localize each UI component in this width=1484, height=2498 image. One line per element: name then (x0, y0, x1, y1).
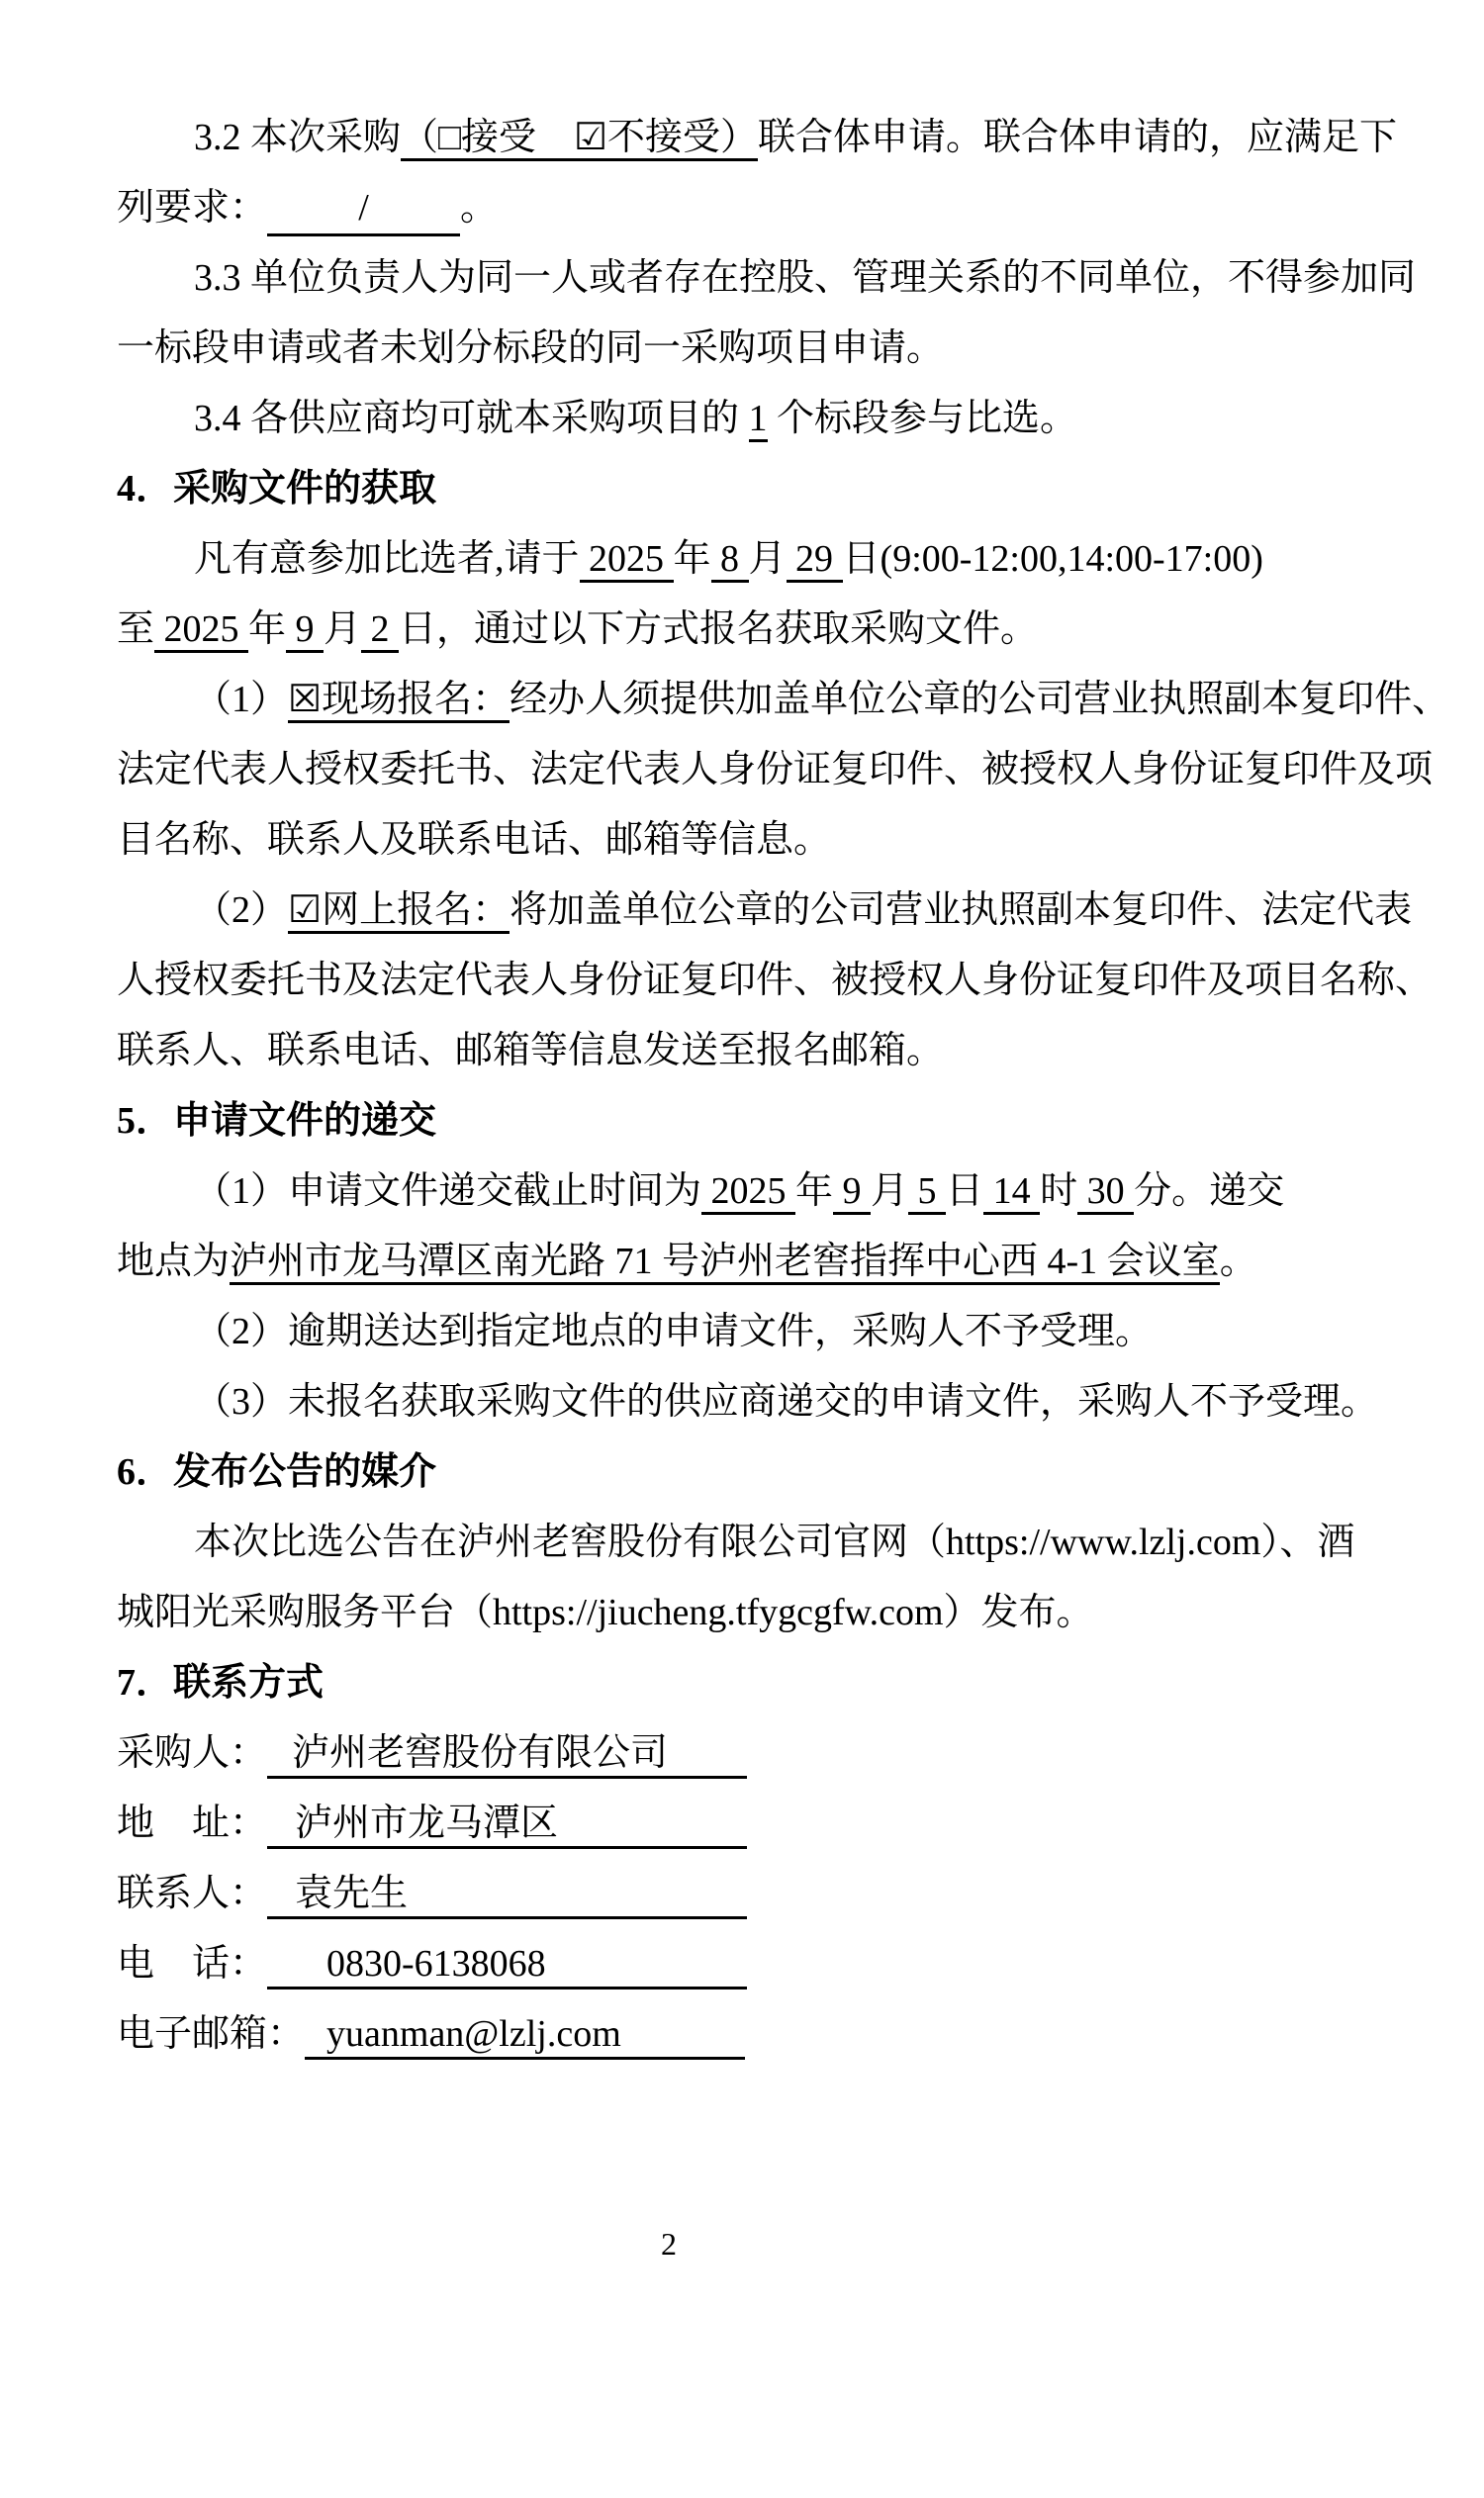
text-run: 。 (1219, 1241, 1257, 1282)
online-signup-checkbox-label: ☑网上报名： (288, 889, 510, 934)
text-run: 目名称、联系人及联系电话、邮箱等信息。 (117, 819, 832, 861)
text-run: 7．联系方式 (117, 1662, 325, 1704)
text-run: 时 (1040, 1170, 1078, 1212)
text-run: （2） (194, 889, 289, 931)
text-run: 人授权委托书及法定代表人身份证复印件、被授权人身份证复印件及项目名称、 (117, 960, 1434, 1001)
text-run: 分。递交 (1134, 1170, 1285, 1212)
text-run: 采购人： (117, 1732, 268, 1774)
joint-bid-checkbox-options: （□接受 ☑不接受） (401, 117, 758, 161)
document-line (117, 1859, 1389, 1929)
text-run: 经办人须提供加盖单位公章的公司营业执照副本复印件、 (510, 679, 1450, 720)
document-line (117, 173, 1389, 243)
text-run: 日 (946, 1170, 984, 1212)
document-line (117, 1929, 1389, 1999)
section-heading (117, 1086, 1389, 1156)
document-line (117, 805, 1389, 876)
text-run: 法定代表人授权委托书、法定代表人身份证复印件、被授权人身份证复印件及项 (117, 749, 1434, 790)
text-run: 年 (795, 1170, 834, 1212)
text-run: 月 (871, 1170, 909, 1212)
document-line (117, 1016, 1389, 1086)
underlined-text: 2025 (701, 1170, 795, 1215)
underlined-text: 9 (833, 1170, 871, 1215)
underlined-text: 9 (286, 608, 324, 653)
document-line (117, 103, 1398, 173)
document-line (117, 735, 1434, 805)
document-line (117, 1297, 1389, 1367)
document-line (117, 1508, 1389, 1578)
document-line (117, 1718, 1389, 1789)
text-run: 地 址： (117, 1803, 268, 1844)
text-run: （2）逾期送达到指定地点的申请文件，采购人不予受理。 (194, 1311, 1154, 1352)
text-run: 3.4 各供应商均可就本采购项目的 (194, 398, 749, 439)
document-line (117, 1789, 1389, 1859)
document-line (117, 1227, 1389, 1297)
section-heading (117, 1437, 1389, 1508)
text-run: 联合体申请。联合体申请的，应满足下 (758, 117, 1398, 158)
underlined-text: 5 (908, 1170, 946, 1215)
text-run: 5．申请文件的递交 (117, 1100, 437, 1142)
requirements-blank-field: / (267, 186, 460, 236)
contact-person-value: 袁先生 (267, 1872, 747, 1919)
text-run: 至 (117, 608, 155, 650)
underlined-text: 29 (787, 538, 843, 583)
text-run: 3.3 单位负责人为同一人或者存在控股、管理关系的不同单位，不得参加同 (194, 257, 1417, 299)
purchaser-value: 泸州老窖股份有限公司 (267, 1731, 747, 1779)
text-run: 地点为 (117, 1241, 231, 1282)
document-line (117, 524, 1389, 595)
document-line (117, 1156, 1389, 1227)
address-value: 泸州市龙马潭区 (267, 1802, 747, 1849)
document-line (117, 384, 1389, 454)
text-run: 一标段申请或者未划分标段的同一采购项目申请。 (117, 327, 945, 369)
underlined-text: 14 (983, 1170, 1040, 1215)
submission-address-underline: 泸州市龙马潭区南光路 71 号泸州老窖指挥中心西 4-1 会议室 (230, 1241, 1220, 1285)
underlined-text: 2025 (154, 608, 248, 653)
document-line (117, 665, 1450, 735)
section-heading (117, 1648, 1389, 1718)
text-run: （1）申请文件递交截止时间为 (194, 1170, 702, 1212)
document-line (117, 1367, 1389, 1437)
underlined-text: 2025 (580, 538, 674, 583)
document-line (117, 595, 1389, 665)
text-run: （1） (194, 679, 289, 720)
text-run: 。 (460, 187, 499, 229)
text-run: 列要求： (117, 187, 268, 229)
document-line (117, 946, 1434, 1016)
document-line (117, 1999, 1389, 2070)
onsite-signup-checkbox-label: ☒现场报名： (288, 679, 510, 723)
text-run: 联系人： (117, 1873, 268, 1914)
text-run: 个标段参与比选。 (767, 398, 1078, 439)
underlined-text: 8 (711, 538, 749, 583)
text-run: 凡有意参加比选者,请于 (194, 538, 580, 580)
document-line (117, 243, 1417, 314)
section-heading (117, 454, 1389, 524)
document-line (117, 314, 1389, 384)
text-run: 联系人、联系电话、邮箱等信息发送至报名邮箱。 (117, 1030, 945, 1071)
text-run: 将加盖单位公章的公司营业执照副本复印件、法定代表 (510, 889, 1413, 931)
text-run: 年 (248, 608, 287, 650)
text-run: 4．采购文件的获取 (117, 468, 437, 509)
email-value: yuanman@lzlj.com (305, 2012, 745, 2060)
text-run: 日，通过以下方式报名获取采购文件。 (399, 608, 1039, 650)
phone-value: 0830-6138068 (267, 1942, 747, 1989)
text-run: 3.2 本次采购 (194, 117, 402, 158)
document-line (117, 1578, 1389, 1648)
text-run: 6．发布公告的媒介 (117, 1451, 437, 1493)
underlined-text: 2 (361, 608, 399, 653)
text-run: 电子邮箱： (117, 2013, 306, 2055)
text-run: 月 (324, 608, 362, 650)
underlined-text: 1 (749, 398, 768, 442)
text-run: 日(9:00-12:00,14:00-17:00) (842, 538, 1263, 580)
text-run: 月 (748, 538, 787, 580)
text-run: 城阳光采购服务平台（https://jiucheng.tfygcgfw.com）发布。 (117, 1592, 1094, 1633)
text-run: （3）未报名获取采购文件的供应商递交的申请文件，采购人不予受理。 (194, 1381, 1379, 1423)
text-run: 电 话： (117, 1943, 268, 1985)
text-run: 年 (673, 538, 711, 580)
page-number: 2 (661, 2226, 677, 2262)
document-line (117, 876, 1413, 946)
underlined-text: 30 (1077, 1170, 1134, 1215)
text-run: 本次比选公告在泸州老窖股份有限公司官网（https://www.lzlj.com）、酒 (194, 1522, 1355, 1563)
